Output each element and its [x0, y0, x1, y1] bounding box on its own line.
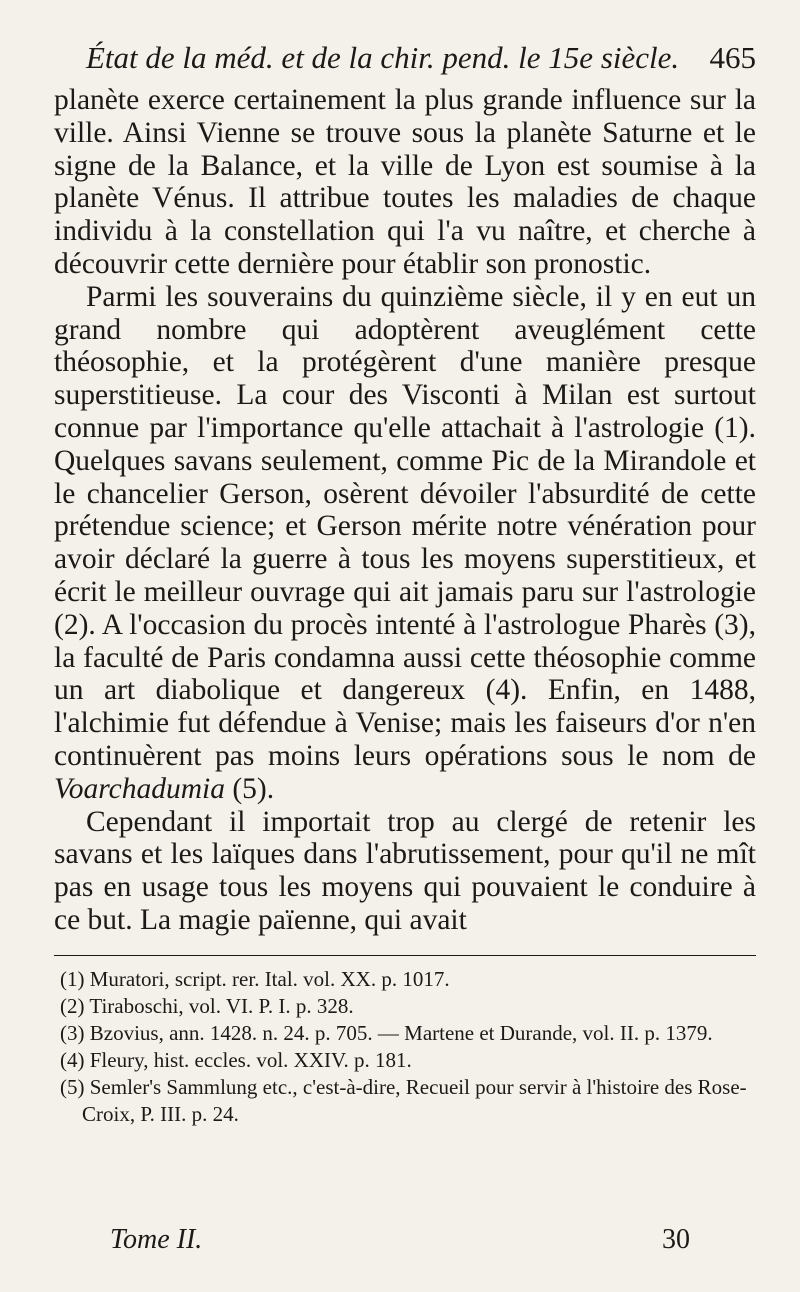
footnote: (4) Fleury, hist. eccles. vol. XXIV. p. 181.: [60, 1047, 412, 1072]
footnotes: [54, 966, 756, 1128]
paragraph: planète exerce certainement la plus grande influence sur la ville. Ainsi Vienne se trouve sous la planète Saturne et le signe de la Balance, et la ville de Lyon est soumise à la planète Vénus. Il attribue toutes les maladies de chaque individu à la constellation qui l'a vu naître, et cherche à découvrir cette dernière pour établir son pronostic.: [54, 84, 756, 280]
paragraph: Parmi les souverains du quinzième siècle, il y en eut un grand nombre qui adoptèrent aveuglément cette théosophie, et la protégèrent d'une manière presque superstitieuse. La cour des Visconti à Milan est surtout connue par l'importance qu'elle attachait à l'astrologie (1). Quelques savans seulement, comme Pic de la Mirandole et le chancelier Gerson, osèrent dévoiler l'absurdité de cette prétendue science; et Gerson mérite notre vénération pour avoir déclaré la guerre à tous les moyens superstitieux, et écrit le meilleur ouvrage qui ait jamais paru sur l'astrologie (2). A l'occasion du procès intenté à l'astrologue Pharès (3), la faculté de Paris condamna aussi cette théosophie comme un art diabolique et dangereux (4). Enfin, en 1488, l'alchimie fut défendue à Venise; mais les faiseurs d'or n'en continuèrent pas moins leurs opérations sous le nom de Voarchadumia (5).: [54, 280, 756, 805]
paragraph: Cependant il importait trop au clergé de retenir les savans et les laïques dans l'abrutissement, pour qu'il ne mît pas en usage tous les moyens qui pouvaient le conduire à ce but. La magie païenne, qui avait: [54, 805, 756, 936]
sheet-number: 30: [662, 1224, 690, 1255]
volume-signature: Tome II.: [110, 1224, 203, 1255]
footnote: (2) Tiraboschi, vol. VI. P. I. p. 328.: [60, 993, 354, 1018]
footnote: (5) Semler's Sammlung etc., c'est-à-dire, Recueil pour servir à l'histoire des Rose-Croix, P. III. p. 24.: [60, 1074, 747, 1126]
running-title: État de la méd. et de la chir. pend. le 15e siècle.: [86, 40, 680, 75]
page-number: 465: [709, 40, 756, 75]
body-text: [54, 84, 756, 937]
page-footer: [110, 1224, 690, 1256]
footnote-separator: [54, 955, 756, 956]
running-head: [54, 40, 756, 84]
footnote: (1) Muratori, script. rer. Ital. vol. XX. p. 1017.: [60, 966, 450, 991]
italic-term: Voarchadumia: [54, 772, 225, 805]
footnote: (3) Bzovius, ann. 1428. n. 24. p. 705. — Martene et Durande, vol. II. p. 1379.: [60, 1020, 713, 1045]
